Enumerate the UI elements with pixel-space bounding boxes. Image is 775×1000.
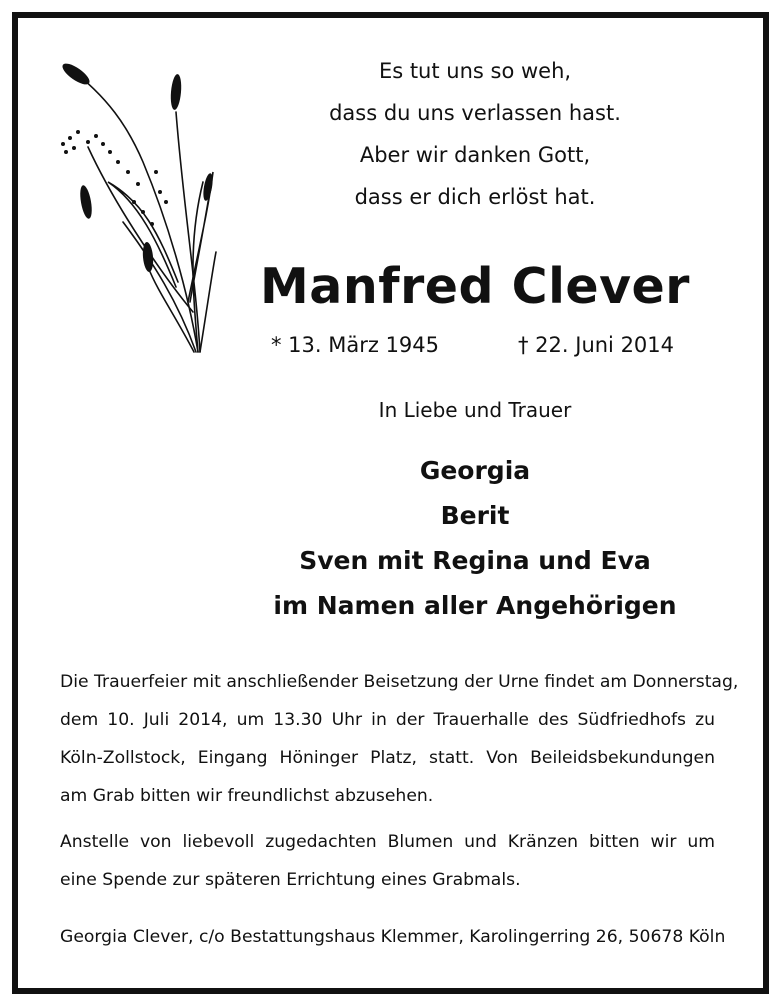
family-member: Sven mit Regina und Eva [299,546,651,575]
birth-date: * 13. März 1945 [271,333,440,357]
mourning-line: In Liebe und Trauer [378,398,572,422]
paragraph-line: eine Spende zur späteren Errichtung eines Grabmals. [60,870,521,890]
paragraph-line: Anstelle von liebevoll zugedachten Blumen und Kränzen bitten wir um [60,832,715,852]
verse-line: dass du uns verlassen hast. [329,101,621,125]
address-line [60,918,726,956]
donation-paragraph [60,823,715,899]
verse-line: Aber wir danken Gott, [359,143,591,167]
funeral-paragraph [60,663,739,815]
family-member: Georgia [419,456,531,485]
family-member: Berit [440,501,510,530]
verse [300,50,650,218]
verse-line: Es tut uns so weh, [378,59,572,83]
family-member: im Namen aller Angehörigen [273,591,677,620]
paragraph-line: am Grab bitten wir freundlichst abzusehen. [60,786,434,806]
contact-address: Georgia Clever, c/o Bestattungshaus Klemmer, Karolingerring 26, 50678 Köln [60,927,726,947]
wheat-icon [48,52,218,362]
paragraph-line: dem 10. Juli 2014, um 13.30 Uhr in der Trauerhalle des Südfriedhofs zu [60,710,715,730]
deceased-name: Manfred Clever [260,258,690,315]
paragraph-line: Die Trauerfeier mit anschließender Beisetzung der Urne findet am Donnerstag, [60,672,739,692]
verse-line: dass er dich erlöst hat. [354,185,596,209]
death-date: † 22. Juni 2014 [518,333,675,357]
paragraph-line: Köln-Zollstock, Eingang Höninger Platz, statt. Von Beileidsbekundungen [60,748,715,768]
family-list [220,448,730,628]
